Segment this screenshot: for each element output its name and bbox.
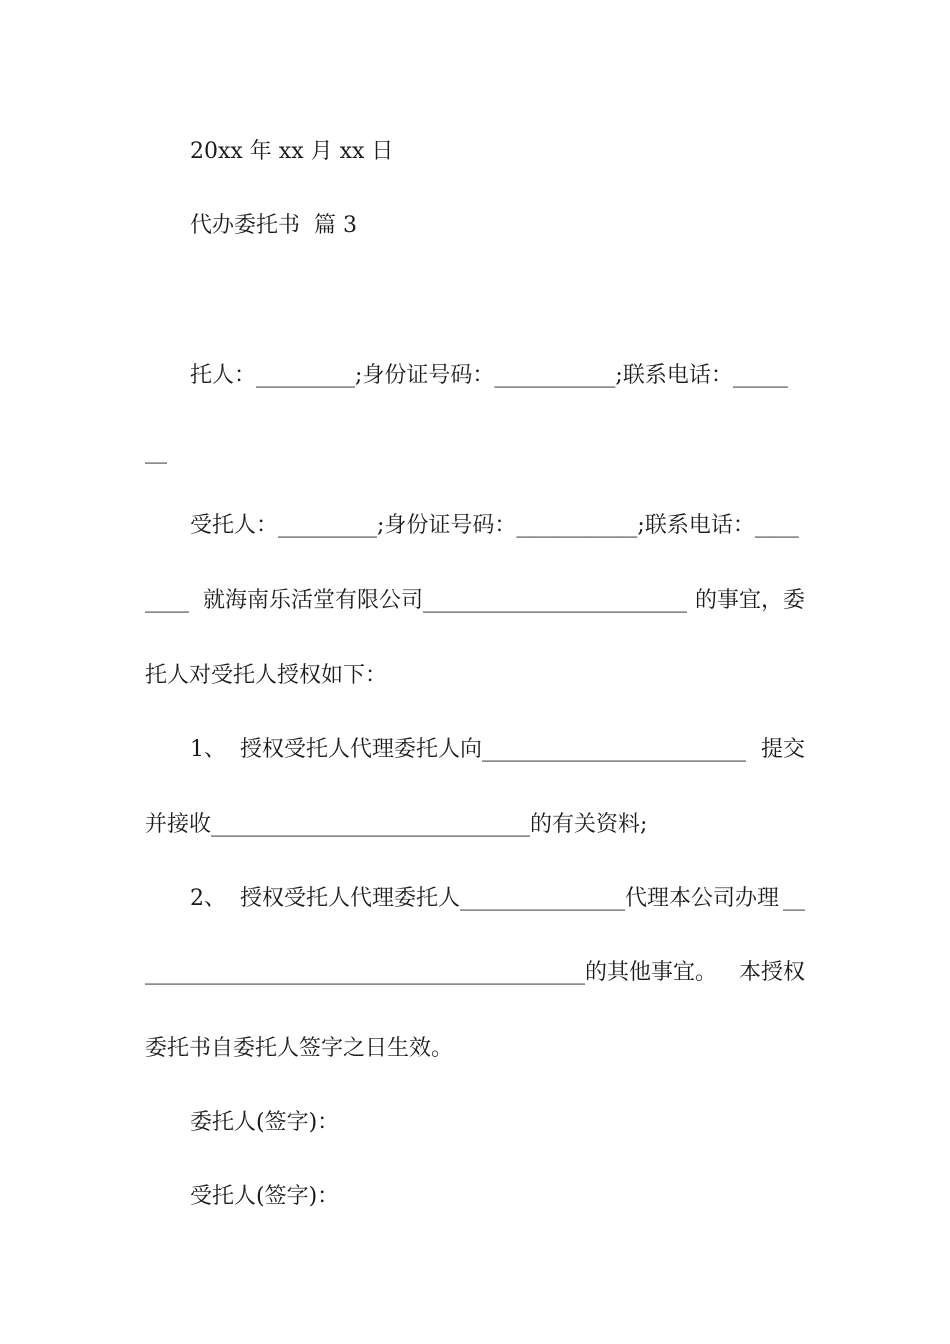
item-1-text: 1、 授权受托人代理委托人向________________________ [190,737,746,762]
item-2-continuation-tail: 本授权 [738,960,805,985]
principal-info-line: 托人：_________;身份证号码：___________;联系电话：_____ [190,363,788,388]
item-1-tail: 提交 [760,737,805,762]
authorization-intro: 托人对受托人授权如下： [145,663,388,688]
item-2-text: 2、 授权受托人代理委托人_______________代理本公司办理 [190,886,779,911]
principal-info-continuation: __ [145,439,167,464]
agent-matter-text: ____ 就海南乐活堂有限公司________________________ [145,588,687,613]
principal-signature-label: 委托人(签字)： [190,1110,340,1135]
agent-matter-line [145,586,805,616]
item-1-line [190,735,805,765]
section-heading: 代办委托书 篇 3 [190,213,357,238]
agent-info-line: 受托人：_________;身份证号码：___________;联系电话：____ [190,513,799,538]
item-2-tail: __ [783,886,805,911]
item-1-continuation: 并接收_____________________________的有关资料; [145,812,648,837]
agent-matter-tail: 的事宜，委 [694,588,805,613]
effective-clause: 委托书自委托人签字之日生效。 [145,1036,454,1061]
item-2-continuation-text: ________________________________________的其他事宜。 [145,960,718,985]
agent-signature-label: 受托人(签字)： [190,1184,340,1209]
date-line: 20xx 年 xx 月 xx 日 [190,139,394,164]
item-2-continuation [145,958,805,988]
item-2-line [190,884,805,914]
